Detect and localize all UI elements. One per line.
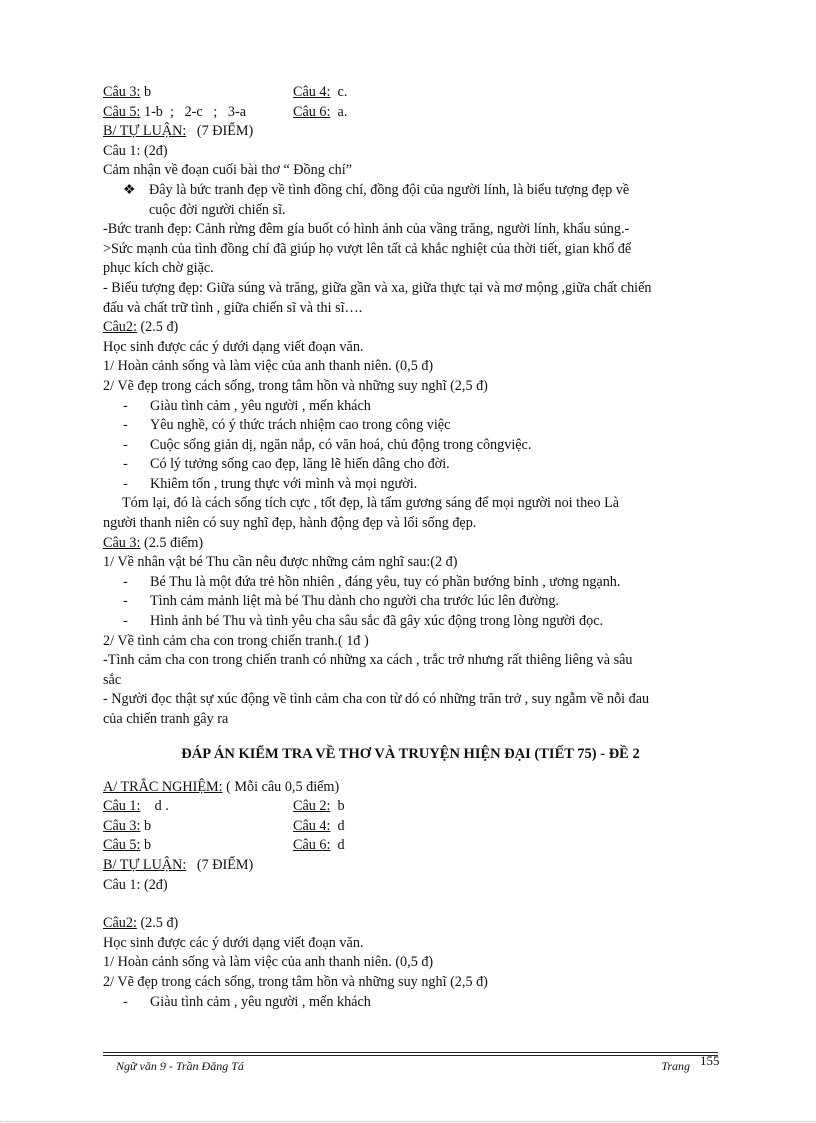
list-item-text: Giàu tình cảm , yêu người , mến khách (150, 397, 371, 414)
text-line: 2/ Vẽ đẹp trong cách sống, trong tâm hồn và những suy nghĩ (2,5 đ) (103, 973, 488, 990)
question-label: Câu 3: (103, 84, 141, 100)
page-footer (116, 1059, 690, 1074)
question-heading (103, 534, 718, 554)
diamond-bullet-icon: ❖ (123, 181, 136, 198)
list-item (103, 475, 718, 495)
list-item (103, 416, 718, 436)
text-line: -Tình cảm cha con trong chiến tranh có những xa cách , trắc trở nhưng rất thiêng liêng và sâu (103, 652, 633, 669)
question-score: (2.5 đ) (136, 915, 179, 932)
section-heading-trac-nghiem (103, 778, 718, 798)
question-label: Câu 5: (103, 103, 141, 120)
bullet-text: Đây là bức tranh đẹp về tình đồng chí, đồng đội của người lính, là biểu tượng đẹp về (149, 181, 630, 198)
list-item (103, 397, 718, 417)
summary-text: Tóm lại, đó là cách sống tích cực , tốt đẹp, là tấm gương sáng để mọi người noi theo Là (122, 495, 620, 512)
section-heading-tu-luan (103, 856, 718, 876)
question-label: Câu 5: (103, 837, 141, 854)
blank-space (103, 895, 718, 914)
text-line: 2/ Về tình cảm cha con trong chiến tranh.( 1đ ) (103, 632, 369, 649)
answer-value: b (140, 84, 152, 100)
question-label: Câu 1: (103, 798, 141, 815)
text-line: Học sinh được các ý dưới dạng viết đoạn văn. (103, 934, 364, 951)
text-line: -Bức tranh đẹp: Cảnh rừng đêm gía buốt có hình ảnh của vầng trăng, người lính, khẩu súng.- (103, 221, 630, 238)
question-score: (2.5 đ) (136, 319, 179, 336)
answer-value: b (140, 817, 152, 834)
page-number: 155 (700, 1053, 720, 1068)
dash-bullet: - (123, 993, 128, 1010)
list-item-text: Yêu nghề, có ý thức trách nhiệm cao trong công việc (150, 417, 451, 434)
dash-bullet: - (123, 456, 128, 473)
text-line: - Biểu tượng đẹp: Giữa súng và trăng, giữa gần và xa, giữa thực tại và mơ mộng ,giữa chất chiến (103, 279, 652, 296)
list-item-text: Khiêm tốn , trung thực với mình và mọi người. (150, 475, 418, 492)
footer-page-word: Trang (661, 1059, 690, 1073)
question-heading (103, 914, 718, 934)
question-label: Câu 2: (293, 798, 331, 815)
list-item-text: Giàu tình cảm , yêu người , mến khách (150, 993, 371, 1010)
question-heading (103, 318, 718, 338)
section-note: ( Mỗi câu 0,5 điểm) (222, 778, 340, 795)
list-item (103, 612, 718, 632)
section-label: B/ TỰ LUẬN: (103, 856, 187, 873)
answer-value: d (330, 817, 345, 834)
bullet-text-continued: cuộc đời người chiến sĩ. (149, 201, 286, 218)
section-title: ĐÁP ÁN KIỂM TRA VỀ THƠ VÀ TRUYỆN HIỆN ĐẠI (TIẾT 75) - ĐỀ 2 (181, 745, 640, 762)
summary-text: người thanh niên có suy nghĩ đẹp, hành động đẹp và lối sống đẹp. (103, 515, 477, 532)
text-line: 1/ Về nhân vật bé Thu cần nêu được những cảm nghĩ sau:(2 đ) (103, 554, 458, 571)
answer-value: b (140, 837, 152, 854)
list-item (103, 436, 718, 456)
answer-row (103, 836, 718, 856)
dash-bullet: - (123, 436, 128, 453)
dash-bullet: - (123, 397, 128, 414)
footer-divider (103, 1052, 718, 1053)
question-label: Câu 4: (293, 84, 331, 100)
text-line: phục kích chờ giặc. (103, 260, 214, 277)
text-line: 2/ Vẽ đẹp trong cách sống, trong tâm hồn và những suy nghĩ (2,5 đ) (103, 377, 488, 394)
list-item (103, 455, 718, 475)
section-label: A/ TRẮC NGHIỆM: (103, 778, 223, 795)
question-label: Câu2: (103, 915, 137, 932)
question-label: Câu 3: (103, 817, 141, 834)
answer-value: b (330, 798, 345, 815)
section-score: (7 ĐIỂM) (186, 123, 254, 140)
list-item-text: Cuộc sống giản dị, ngăn nắp, có văn hoá, chủ động trong côngviệc. (150, 436, 532, 453)
dash-bullet: - (123, 417, 128, 434)
footer-divider (103, 1055, 718, 1056)
answer-value: a. (330, 103, 348, 120)
text-line: Học sinh được các ý dưới dạng viết đoạn văn. (103, 338, 364, 355)
question-label: Câu 4: (293, 817, 331, 834)
dash-bullet: - (123, 613, 128, 630)
question-label: Câu 3: (103, 534, 141, 551)
list-item-text: Tình cảm mảnh liệt mà bé Thu dành cho người cha trước lúc lên đường. (150, 593, 559, 610)
list-item (103, 573, 718, 593)
question-label: Câu 6: (293, 837, 331, 854)
dash-bullet: - (123, 593, 128, 610)
list-item-text: Có lý tưởng sống cao đẹp, lăng lẽ hiến dâng cho đời. (150, 456, 450, 473)
page-edge (0, 1121, 816, 1122)
list-item (103, 993, 718, 1013)
list-item (103, 592, 718, 612)
answer-value: c. (330, 84, 348, 100)
bullet-item (103, 181, 718, 201)
footer-book-title: Ngữ văn 9 - Trần Đăng Tá (116, 1059, 244, 1073)
answer-value: 1-b ; 2-c ; 3-a (140, 103, 247, 120)
text-line: - Người đọc thật sự xúc động về tình cảm cha con từ dó có những trăn trở , suy ngẫm về nỗi đau (103, 691, 650, 708)
list-item-text: Bé Thu là một đứa trẻ hồn nhiên , đáng yêu, tuy có phần bướng bỉnh , ương ngạnh. (150, 573, 621, 590)
question-label: Câu2: (103, 319, 137, 336)
question-score: (2.5 điểm) (140, 534, 204, 551)
answer-row (103, 817, 718, 837)
text-line: Cảm nhận về đoạn cuối bài thơ “ Đồng chí” (103, 162, 353, 179)
text-line: của chiến tranh gây ra (103, 711, 229, 727)
list-item-text: Hình ảnh bé Thu và tình yêu cha sâu sắc đã gây xúc động trong lòng người đọc. (150, 613, 604, 630)
text-line: 1/ Hoàn cảnh sống và làm việc của anh thanh niên. (0,5 đ) (103, 358, 434, 375)
question-heading: Câu 1: (2đ) (103, 876, 168, 893)
answer-value: d (330, 837, 345, 854)
section-heading-tu-luan (103, 122, 718, 142)
answer-row (103, 797, 718, 817)
question-heading: Câu 1: (2đ) (103, 142, 168, 159)
dash-bullet: - (123, 573, 128, 590)
answer-row (103, 83, 718, 103)
answer-value: d . (140, 798, 169, 815)
dash-bullet: - (123, 475, 128, 492)
answer-row (103, 103, 718, 123)
section-label: B/ TỰ LUẬN: (103, 123, 187, 140)
question-label: Câu 6: (293, 103, 331, 120)
text-line: sắc (103, 671, 122, 688)
document-body (103, 83, 718, 1012)
text-line: 1/ Hoàn cảnh sống và làm việc của anh thanh niên. (0,5 đ) (103, 954, 434, 971)
text-line: >Sức mạnh của tình đồng chí đã giúp họ vượt lên tất cả khắc nghiệt của thời tiết, gian khổ để (103, 240, 632, 257)
text-line: đấu và chất trữ tình , giữa chiến sĩ và thi sĩ…. (103, 299, 363, 316)
section-score: (7 ĐIỂM) (186, 856, 254, 873)
